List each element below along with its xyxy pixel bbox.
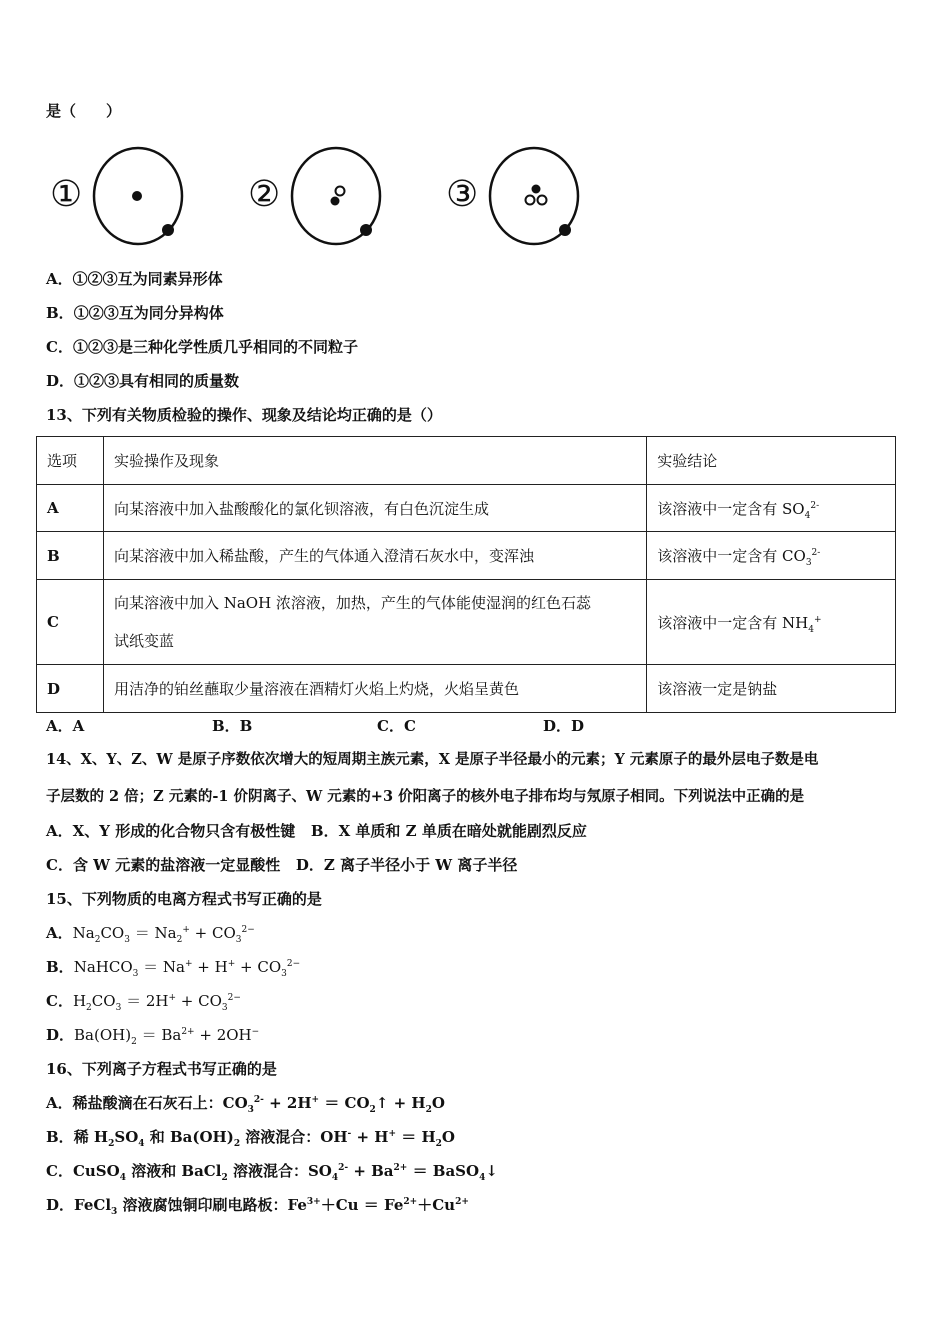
q14-option-b: B．X 单质和 Z 单质在暗处就能剧烈反应 xyxy=(310,822,587,840)
atom-2-label: ② xyxy=(248,174,281,215)
q12-option-a: A．①②③互为同素异形体 xyxy=(46,270,223,288)
header-option: 选项 xyxy=(37,437,104,485)
row-option: A xyxy=(37,485,104,532)
row-conclusion: 该溶液中一定含有 $NH_4^+$ xyxy=(647,580,896,665)
q14-options-cd xyxy=(46,855,517,875)
q15-option-d: D．$Ba(OH)_2 = Ba^{2+} + 2OH^-$ xyxy=(46,1026,260,1047)
q13-option-a: A．A xyxy=(46,717,85,735)
q13-options xyxy=(46,716,584,736)
header-operation: 实验操作及现象 xyxy=(103,437,646,485)
table-row xyxy=(37,580,896,665)
q14-option-c: C．含 W 元素的盐溶液一定显酸性 xyxy=(46,856,281,874)
q12-stem-tail: 是（ ） xyxy=(46,102,122,120)
q14-option-a: A．X、Y 形成的化合物只含有极性键 xyxy=(46,822,296,840)
row-operation: 向某溶液中加入 NaOH 浓溶液，加热，产生的气体能使湿润的红色石蕊 试纸变蓝 xyxy=(103,580,646,665)
table-row xyxy=(37,485,896,532)
q16-option-b: B．稀 $H_2SO_4$ 和 $Ba(OH)_2$ 溶液混合：$OH^- + H^+ = H_2O$ xyxy=(46,1128,455,1149)
q16-stem: 16、下列离子方程式书写正确的是 xyxy=(46,1060,277,1078)
atom-2 xyxy=(248,148,380,244)
q15-option-b: B．NaHCO$_3$ ＝ $Na^+ + H^+ + CO_3^{2-}$ xyxy=(46,958,301,979)
header-conclusion: 实验结论 xyxy=(647,437,896,485)
q15-stem: 15、下列物质的电离方程式书写正确的是 xyxy=(46,890,322,908)
q16-option-a: A．稀盐酸滴在石灰石上：$CO_3^{2-} + 2H^+$ ＝ $CO_2↑ + H_2O$ xyxy=(46,1094,445,1115)
q14-options-ab xyxy=(46,821,587,841)
atom-1-label: ① xyxy=(50,174,83,215)
q13-table xyxy=(36,436,896,713)
row-conclusion: 该溶液中一定含有 $CO_3^{2-}$ xyxy=(647,532,896,580)
q13-option-d: D．D xyxy=(543,717,585,735)
q14-line-2: 子层数的 2 倍；Z 元素的-1 价阴离子、W 元素的+3 价阳离子的核外电子排布均与氖原子相同。下列说法中正确的是 xyxy=(46,788,805,805)
atom-3-label: ③ xyxy=(446,174,479,215)
q13-option-b: B．B xyxy=(212,717,253,735)
table-row xyxy=(37,532,896,580)
q14-line-1: 14、X、Y、Z、W 是原子序数依次增大的短周期主族元素，X 是原子半径最小的元素；Y 元素原子的最外层电子数是电 xyxy=(46,751,819,768)
q16-option-c: C．CuSO$_4$ 溶液和 BaCl$_2$ 溶液混合：$SO_4^{2-} + Ba^{2+}$ ＝ BaSO$_4$↓ xyxy=(46,1162,498,1183)
row-conclusion: 该溶液中一定含有 $SO_4^{2-}$ xyxy=(647,485,896,532)
table-row xyxy=(37,665,896,713)
row-option: D xyxy=(37,665,104,713)
atom-diagrams xyxy=(46,142,606,252)
q12-option-b: B．①②③互为同分异构体 xyxy=(46,304,224,322)
row-operation: 用洁净的铂丝蘸取少量溶液在酒精灯火焰上灼烧，火焰呈黄色 xyxy=(103,665,646,713)
q16-option-d: D．FeCl$_3$ 溶液腐蚀铜印刷电路板：$Fe^{3+}+Cu = Fe^{2+}+Cu^{2+}$ xyxy=(46,1196,469,1217)
row-operation: 向某溶液中加入稀盐酸，产生的气体通入澄清石灰水中，变浑浊 xyxy=(103,532,646,580)
atom-3 xyxy=(446,148,578,244)
q12-option-c: C．①②③是三种化学性质几乎相同的不同粒子 xyxy=(46,338,358,356)
table-header-row xyxy=(37,437,896,485)
q13-option-c: C．C xyxy=(377,717,416,735)
q15-option-c: C．$H_2CO_3 = 2H^+ + CO_3^{2-}$ xyxy=(46,992,241,1013)
q15-option-a: A．$Na_2CO_3 = Na_2^+ + CO_3^{2-}$ xyxy=(46,924,255,945)
q14-option-d: D．Z 离子半径小于 W 离子半径 xyxy=(295,856,518,874)
atom-1 xyxy=(50,148,182,244)
row-option: B xyxy=(37,532,104,580)
row-option: C xyxy=(37,580,104,665)
row-conclusion: 该溶液一定是钠盐 xyxy=(647,665,896,713)
row-operation: 向某溶液中加入盐酸酸化的氯化钡溶液，有白色沉淀生成 xyxy=(103,485,646,532)
q13-stem: 13、下列有关物质检验的操作、现象及结论均正确的是（） xyxy=(46,406,442,424)
q12-option-d: D．①②③具有相同的质量数 xyxy=(46,372,240,390)
